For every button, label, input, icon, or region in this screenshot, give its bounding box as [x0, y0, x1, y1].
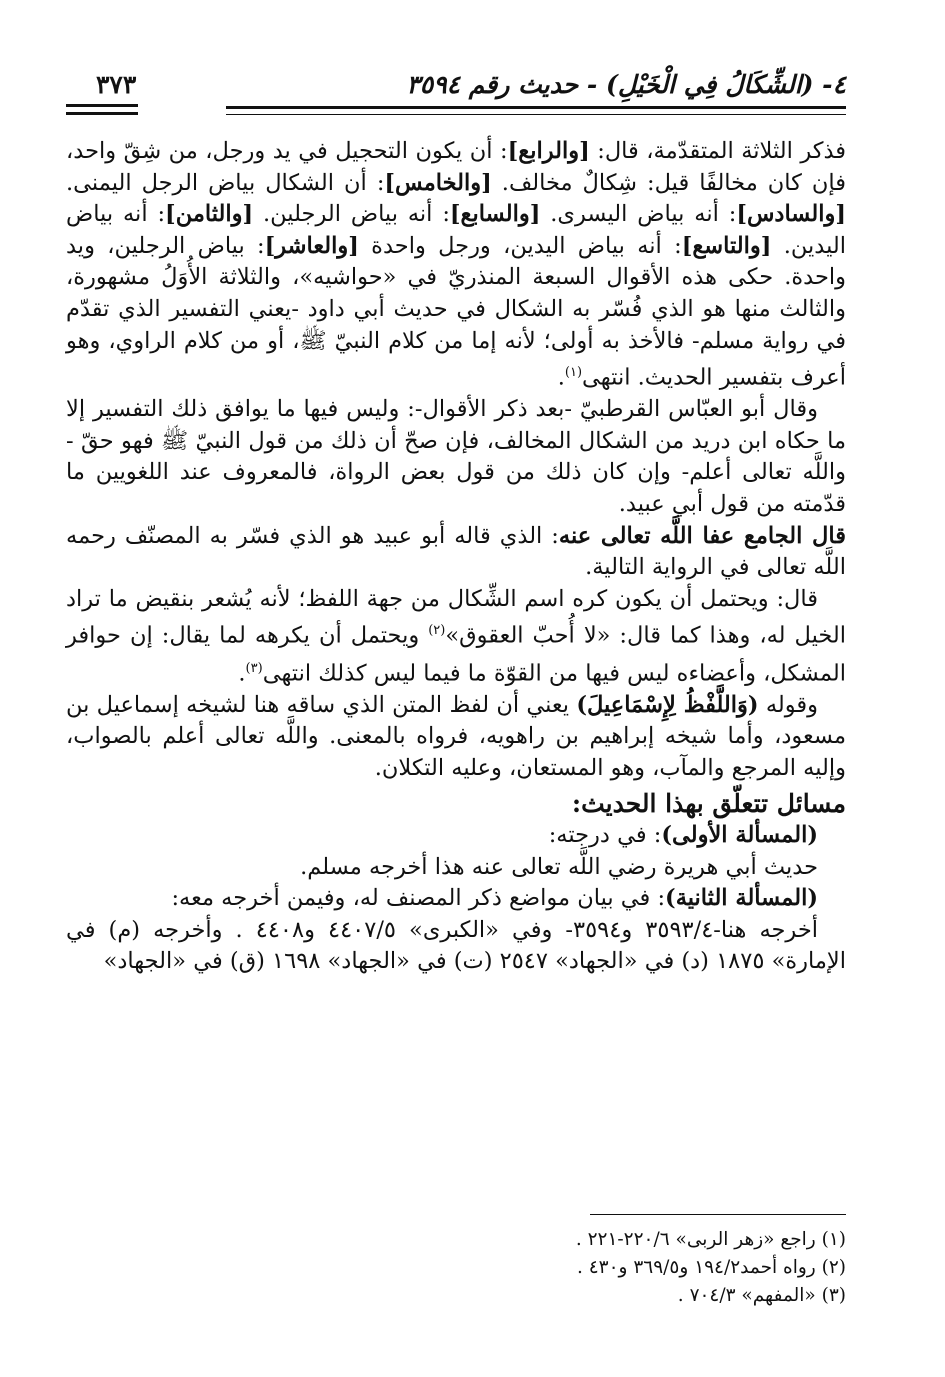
paragraph-1 — [66, 136, 846, 394]
footnote-3: (٣) «المفهم» ٧٠٤/٣ . — [677, 1285, 846, 1306]
text-run: : أنه بياض الرجلين. — [253, 201, 450, 228]
header-rule-right-bottom — [226, 114, 846, 115]
bold-label: (المسألة الثانية) — [665, 885, 818, 912]
header-rule-right-top — [226, 106, 846, 109]
paragraph-3 — [66, 521, 846, 584]
question-1-body: حديث أبي هريرة رضي اللَّه تعالى عنه هذا أخرجه مسلم. — [300, 853, 818, 880]
paragraph-5 — [66, 690, 846, 785]
text-run: : أنه بياض اليدين. — [66, 201, 846, 259]
text-run: ويحتمل أن يكرهه لما يقال: إن حوافر المشكل، وأعضاءه ليس فيها من القوّة ما فيما ليس كذلك انتهى — [66, 622, 846, 686]
footnote-marker: (٢) — [428, 623, 446, 639]
footnote-marker: (٣) — [245, 660, 263, 676]
question-1 — [66, 820, 846, 852]
footnote-divider — [590, 1214, 846, 1215]
header-rule-left-bottom — [66, 112, 138, 115]
bold-label: [والسابع] — [449, 201, 541, 228]
bold-label: [والثامن] — [165, 201, 254, 228]
bold-label: [والرابع] — [507, 138, 590, 164]
text-run: فذكر الثلاثة المتقدّمة، قال: — [589, 138, 847, 164]
text-run: : بياض الرجلين، ويد واحدة. حكى هذه الأقوال السبعة المنذريّ في «حواشيه»، والثلاثة الأُوَلُ مشهورة، والثالث منها هو الذي فُسّر به الشكال في حديث أبي داود -يعني التفسير الذي تقدّم في رواية مسلم- فالأخذ به أولى؛ لأنه إما من كلام النبيّ ﷺ، أو من كلام الراوي، وهو أعرف بتفسير الحديث. انتهى — [66, 232, 846, 391]
bold-label: (المسألة الأولى) — [661, 821, 818, 848]
text-run: : أنه بياض اليسرى. — [540, 201, 737, 228]
bold-label: [والسادس] — [736, 201, 846, 228]
question-2-body: أخرجه هنا-٣٥٩٣/٤ و٣٥٩٤- وفي «الكبرى» ٤٤٠٧/٥ و٤٤٠٨ . وأخرجه (م) في الإمارة» ١٨٧٥ (د) في «الجهاد» ٢٥٤٧ (ت) في «الجهاد» ١٦٩٨ (ق) في «الجهاد» — [66, 916, 846, 975]
text-run: وقوله — [758, 691, 818, 718]
footnote-marker: (١) — [564, 365, 583, 381]
running-title: ٤- (الشِّكَالُ فِي الْخَيْلِ) - حديث رقم ٣٥٩٤ — [406, 69, 846, 99]
footnote-1: (١) راجع «زهر الربى» ٢٢٠/٦-٢٢١ . — [575, 1229, 846, 1250]
section-heading: مسائل تتعلّق بهذا الحديث: — [571, 789, 846, 819]
page-number: ٣٧٣ — [96, 69, 137, 99]
header-rule-left-top — [66, 104, 138, 107]
text-run: : أن يكون التحجيل في يد ورجل، من شِقّ واحد، فإن كان مخالفًا قيل: شِكالٌ مخالف. — [66, 138, 846, 196]
text-run: وقال أبو العبّاس القرطبيّ -بعد ذكر الأقوال-: وليس فيها ما يوافق ذلك التفسير إلا ما حكاه ابن دريد من الشكال المخالف، فإن صحّ أن ذلك من قول النبيّ ﷺ فهو حقّ - واللَّه تعالى أعلم- وإن كان ذلك من قول بعض الرواة، فالمعروف عند اللغويين ما قدّمته من قول أبي عبيد. — [66, 396, 846, 518]
text-run: يعني أن لفظ المتن الذي ساقه هنا لشيخه إسماعيل بن مسعود، وأما شيخه إبراهيم بن راهويه، فرواه بالمعنى. واللَّه تعالى أعلم بالصواب، وإليه المرجع والمآب، وهو المستعان، وعليه التكلان. — [66, 691, 846, 781]
footnotes — [400, 1226, 846, 1310]
bold-label: (وَاللَّفْظُ لِإِسْمَاعِيلَ) — [576, 691, 759, 718]
main-text — [66, 136, 846, 978]
bold-label: [والخامس] — [384, 169, 492, 196]
paragraph-4 — [66, 584, 846, 690]
question-2 — [66, 883, 846, 915]
bold-label: [والتاسع] — [681, 232, 772, 259]
footnote-2: (٢) رواه أحمد١٩٤/٢ و٣٦٩/٥ و٤٣٠ . — [576, 1257, 846, 1278]
text-run: : في بيان مواضع ذكر المصنف له، وفيمن أخرجه معه: — [171, 885, 666, 912]
text-run: . — [557, 364, 565, 391]
text-run: : في درجته: — [548, 821, 662, 848]
text-run: : أن الشكال بياض الرجل اليمنى. — [66, 169, 385, 196]
text-run: . — [238, 660, 246, 686]
bold-label: قال الجامع عفا اللَّه تعالى عنه — [558, 522, 847, 549]
text-run: : الذي قاله أبو عبيد هو الذي فسّر به المصنّف رحمه اللَّه تعالى في الرواية التالية. — [66, 522, 846, 581]
page-header — [66, 64, 846, 104]
paragraph-2 — [66, 394, 846, 520]
bold-label: [والعاشر] — [264, 232, 359, 259]
text-run: : أنه بياض اليدين، ورجل واحدة — [358, 232, 682, 259]
text-run: قال: ويحتمل أن يكون كره اسم الشِّكال من جهة اللفظ؛ لأنه يُشعر بنقيض ما تراد الخيل له، وهذا كما قال: «لا أُحبّ العقوق» — [66, 585, 846, 649]
